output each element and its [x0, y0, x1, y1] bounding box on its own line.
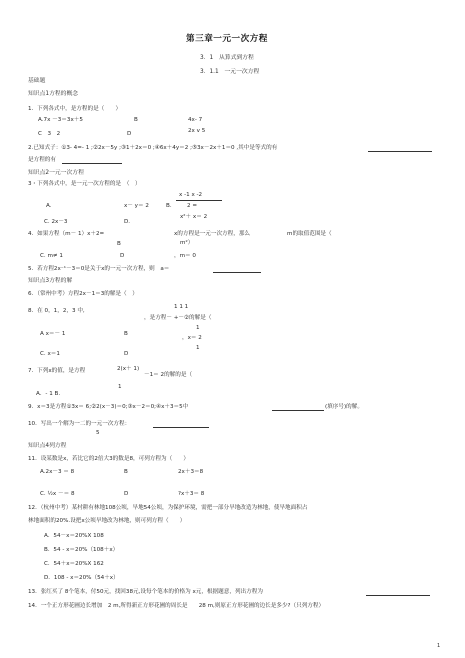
q3-option-a: A.: [46, 203, 52, 209]
q11-option-a: A.2x－3 ＝ 8: [40, 469, 75, 475]
q1-option-a: A.7x －3＝3x＋5: [38, 117, 83, 123]
subtitle-section: 3．1 从算式到方程: [200, 55, 254, 61]
q8-option-d: D: [124, 351, 129, 357]
q3-option-d: D.: [124, 219, 131, 225]
q5-answer-blank[interactable]: [213, 272, 261, 273]
q11-option-d: D: [124, 491, 129, 497]
q12-option-a: A．54－x＝20%X 108: [44, 533, 104, 539]
q7-option-a: A．- 1 B.: [36, 391, 61, 397]
q9-tail: (填序号)的解。: [325, 404, 363, 410]
knowledge-point-1: 知识点1方程的概念: [28, 91, 79, 97]
q12-option-d: D．108 - x＝20%（54＋x）: [44, 575, 119, 581]
knowledge-point-4: 知识点4列方程: [28, 443, 67, 449]
q3-stem: 3・下列各式中，是一元一次方程的是 （ ）: [28, 181, 141, 187]
q5-stem: 5．若方程2x⁻¹－3＝0是关于x的一元一次方程，则 a＝: [28, 266, 170, 272]
q8-option-b: B: [124, 331, 128, 337]
page-number: 1: [437, 643, 441, 649]
q10-answer-blank[interactable]: [153, 427, 209, 428]
q11-stem: 11．设某数是x，若比它的2倍大3的数是8，可列方程为（ ）: [28, 456, 189, 462]
q13-stem: 13．张红买了 8个笔本，付50元，找回38元,设每个笔本的价格为 x元，根据题意，列出方程为: [28, 589, 263, 595]
q3-fraction-top: x -1 x -2: [179, 192, 203, 198]
q4-superscript: m²）: [180, 240, 194, 246]
q12-line2: 林地面积的20%.设把x公顷旱地改为林地，则可列方程（ ）: [28, 518, 186, 524]
subtitle-subsection: 3．1.1 一元一次方程: [200, 69, 260, 75]
q1-option-d: D: [127, 131, 132, 137]
q2-answer-blank-2[interactable]: [62, 163, 122, 164]
page-title: 第三章一元一次方程: [186, 34, 268, 44]
q8-stem: 8．在 0，1，2，3 中,: [28, 308, 85, 314]
q4-stem: 4．如果方程（m－ 1）x＋2=: [28, 231, 105, 237]
q9-answer-blank[interactable]: [272, 410, 324, 411]
q10-fraction: 5: [96, 430, 100, 436]
q11-option-c: C. ½x －＝ 8: [40, 491, 75, 497]
q4-option-d-value: ，m＝ 0: [174, 253, 196, 259]
knowledge-point-2: 知识点2一元一次方程: [28, 170, 84, 176]
q3-option-b: B.: [166, 203, 172, 209]
q2-answer-blank-1[interactable]: [368, 151, 432, 152]
q8-option-a: A x＝－ 1: [40, 331, 66, 337]
q8-option-c: C. x＝1: [40, 351, 60, 357]
q7-option-b-value: 1: [118, 384, 122, 390]
q11-option-b: B: [124, 469, 128, 475]
q3-option-c: C. 2x－3: [44, 219, 68, 225]
q3-option-a-value: x－ y＝ 2: [124, 203, 149, 209]
q8-option-b-value: 1: [196, 325, 200, 331]
q7-mid: 2(x＋ 1): [117, 366, 140, 372]
q4-option-c: C. m≠ 1: [40, 253, 63, 259]
q4-mid: x的方程是一元一次方程，那么: [174, 231, 251, 237]
q7-stem: 7．下列x的值，是方程: [28, 368, 86, 374]
q1-option-b-value: 4x- 7: [188, 117, 203, 123]
q4-option-b: B: [117, 241, 121, 247]
q4-option-d: D: [120, 253, 125, 259]
q3-fraction-bar: [176, 200, 222, 201]
q8-fraction-top: 1 1 1: [174, 304, 189, 310]
q3-option-d-value: x²＋ x＝ 2: [180, 214, 208, 220]
q14-stem: 14．一个正方形花圃边长增加 2 m,所得新正方形花圃的周长是 28 m,则原正方形花圃的边长是多少?（只列方程）: [28, 603, 325, 609]
q1-stem: 1．下列各式中，是方程的是（ ）: [28, 106, 122, 112]
q3-fraction-bottom: 2 =: [187, 203, 198, 209]
q6-stem: 6．（常州中考）方程2x－1＝3的解是（ ）: [28, 291, 138, 297]
q12-option-b: B．54 - x＝20%（108＋x）: [44, 547, 119, 553]
q1-option-b: B: [134, 117, 138, 123]
q8-option-c-right: ，x＝ 2: [182, 335, 202, 341]
q12-option-c: C．54＋x＝20%X 162: [44, 561, 104, 567]
knowledge-point-3: 知识点3方程的解: [28, 278, 73, 284]
q11-option-d-value: ?x＋3＝ 8: [178, 491, 205, 497]
q4-tail: m的取值范围是（: [287, 231, 332, 237]
q12-line1: 12．（杭州中考）某村耕有林地108公顷，旱地54公顷，为保护环境，需把一部分旱地改造为林地，使旱地面积占: [28, 505, 308, 511]
q8-mid: ，是方程－ +－②的解是（: [144, 315, 212, 321]
q10-stem: 10．写出一个解为一二的一元一次方程：: [28, 421, 131, 427]
q2-line1: 2.已知式子：①3- 4=- 1 ;②2x－5y ;③1＋2x＝0 ;④6x＋4y＝2 ;⑤3x－2x＋1＝0 ,其中是等式的有: [28, 145, 278, 151]
q8-option-d-value: 1: [196, 345, 200, 351]
q11-option-b-value: 2x＋3＝8: [178, 469, 204, 475]
q9-stem: 9．x＝3是方程①3x＝ 6;②2(x－3)＝0;③x－2＝0;④x＋3＝5中: [28, 404, 189, 410]
q7-tail: －1＝ 2的解的是（: [144, 372, 193, 378]
q1-option-d-value: 2x v 5: [188, 128, 206, 134]
q2-line2: 是方程的有: [28, 157, 56, 163]
q1-option-c-fragment: C 3 2: [38, 131, 61, 137]
q13-answer-blank[interactable]: [366, 595, 430, 596]
section-basic: 基础题: [28, 78, 46, 84]
